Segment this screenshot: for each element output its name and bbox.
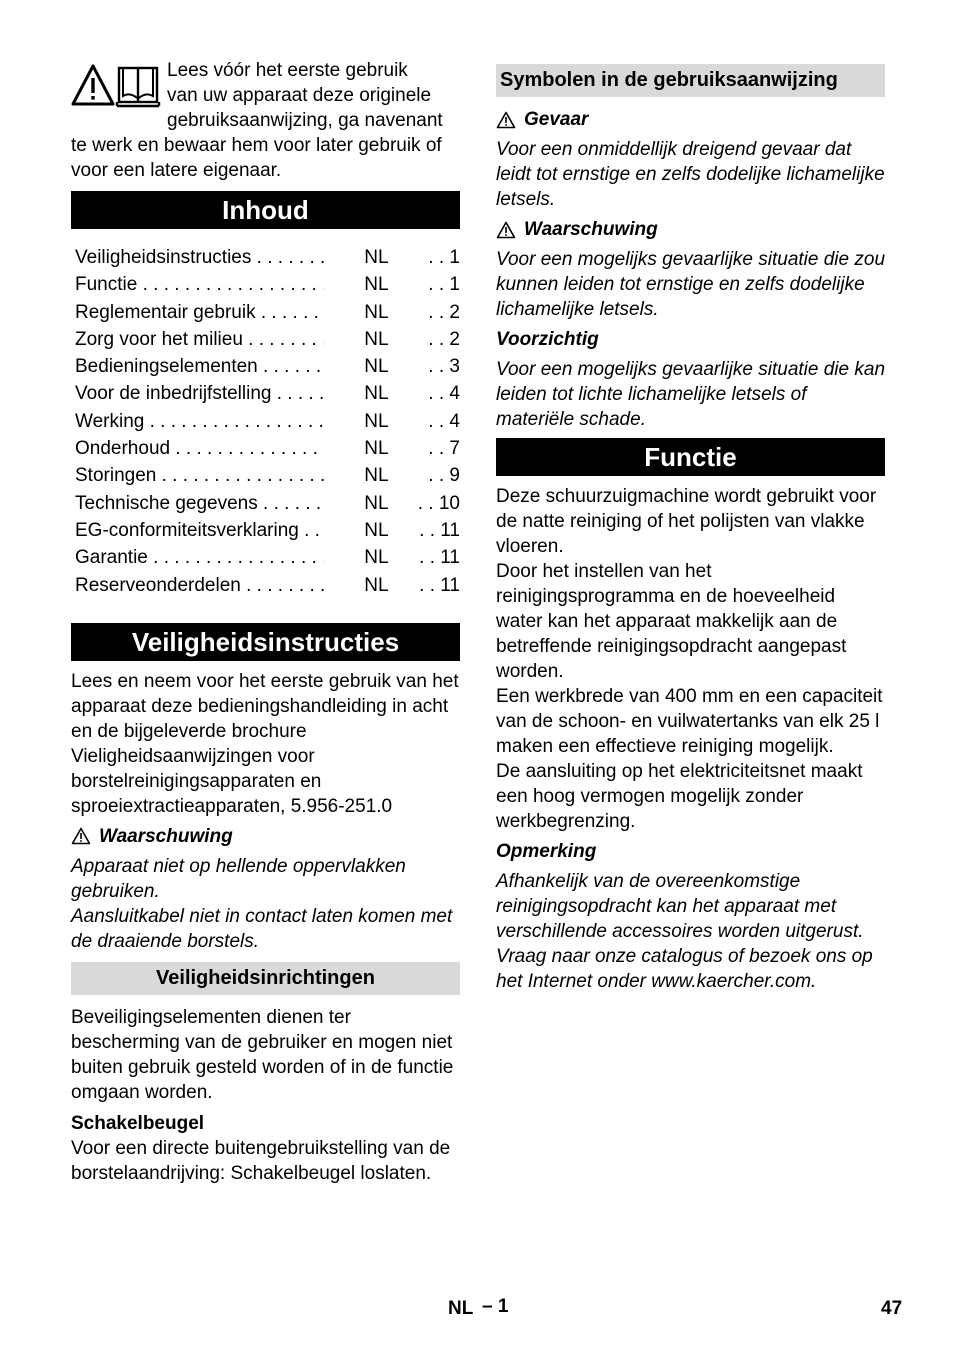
veiligheid-heading: Veiligheidsinstructies bbox=[71, 623, 460, 661]
toc-entry-language: NL bbox=[364, 247, 389, 268]
toc-entry bbox=[75, 326, 460, 353]
toc-entry-title: Reserveonderdelen . . . bbox=[75, 572, 324, 599]
intro-icons bbox=[71, 64, 165, 110]
schakelbeugel-heading: Schakelbeugel bbox=[71, 1112, 205, 1134]
toc-entry-page: . . 3 bbox=[408, 353, 460, 380]
table-of-contents bbox=[71, 244, 460, 599]
toc-entry-page: . . 4 bbox=[408, 408, 460, 435]
waarschuwing-label: Waarschuwing bbox=[524, 219, 658, 240]
warning-triangle-icon bbox=[73, 66, 113, 104]
toc-entry-language: NL bbox=[364, 356, 389, 378]
toc-entry bbox=[75, 408, 460, 435]
toc-entry-language: NL bbox=[364, 547, 389, 569]
toc-entry-title: Functie . . . bbox=[75, 271, 324, 298]
toc-entry-title: Bedieningselementen . . . bbox=[75, 353, 324, 380]
waarschuwing-heading bbox=[496, 217, 885, 242]
warning-triangle-icon bbox=[496, 111, 516, 129]
veiligheid-text: Lees en neem voor het eerste gebruik van het apparaat deze bedieningshandleiding in acht en de bijgeleverde brochure Vieligheidsaanwijzingen voor borstelreinigingsapparaten en sproeiextractieapparaten, 5.956-251.0 bbox=[71, 670, 459, 817]
schakelbeugel-text: Voor een directe buitengebruikstelling van de borstelaandrijving: Schakelbeugel loslaten. bbox=[71, 1137, 451, 1184]
footer-language: NL bbox=[448, 1298, 474, 1319]
toc-entry-page: . . 9 bbox=[408, 462, 460, 489]
toc-entry-page: . . 1 bbox=[408, 244, 460, 271]
toc-entry bbox=[75, 271, 460, 298]
toc-entry bbox=[75, 353, 460, 380]
veiligheidsinrichtingen-text: Beveiligingselementen dienen ter bescherming van de gebruiker en mogen niet buiten gebruik gesteld worden of in de functie omgaan worden. bbox=[71, 1006, 454, 1103]
opmerking-text: Afhankelijk van de overeenkomstige reinigingsopdracht kan het apparaat met verschillende accessoires worden uitgerust. Vraag naar onze catalogus of bezoek ons op het Internet onder www.kaercher.com. bbox=[496, 871, 873, 992]
toc-entry-page: . . 11 bbox=[408, 544, 460, 571]
toc-entry-language: NL bbox=[364, 574, 389, 596]
intro-rest: gebruiksaanwijzing, ga navenant te werk en bewaar hem voor later gebruik of voor een latere eigenaar. bbox=[71, 110, 443, 181]
veiligheid-warning-heading bbox=[71, 824, 460, 849]
toc-entry-title: Technische gegevens . . . bbox=[75, 490, 324, 517]
toc-entry-page: . . 2 bbox=[408, 299, 460, 326]
functie-p4: De aansluiting op het elektriciteitsnet maakt een hoog vermogen mogelijk zonder werkbegrenzing. bbox=[496, 761, 863, 832]
left-column bbox=[71, 58, 460, 1186]
toc-entry-title: Garantie . . . bbox=[75, 544, 324, 571]
toc-entry-title: Storingen . . . bbox=[75, 462, 324, 489]
voorzichtig-text: Voor een mogelijks gevaarlijke situatie die kan leiden tot lichte lichamelijke letsels of materiële schade. bbox=[496, 359, 886, 430]
toc-entry-page: . . 10 bbox=[408, 490, 460, 517]
warning-triangle-icon bbox=[496, 221, 516, 239]
gevaar-text: Voor een onmiddellijk dreigend gevaar dat leidt tot ernstige en zelfs dodelijke lichamelijke letsels. bbox=[496, 139, 885, 210]
intro-block bbox=[71, 58, 460, 183]
toc-entry-language: NL bbox=[364, 274, 389, 296]
toc-entry bbox=[75, 490, 460, 517]
toc-entry-language: NL bbox=[364, 438, 389, 460]
gevaar-label: Gevaar bbox=[524, 109, 589, 130]
toc-entry-page: . . 4 bbox=[408, 380, 460, 407]
voorzichtig-heading: Voorzichtig bbox=[496, 329, 599, 350]
waarschuwing-text: Voor een mogelijks gevaarlijke situatie die zou kunnen leiden tot ernstige en zelfs dodelijke lichamelijke letsels. bbox=[496, 249, 886, 320]
toc-entry bbox=[75, 572, 460, 599]
toc-entry-title: Reglementair gebruik . . . bbox=[75, 299, 324, 326]
warning-text-1: Apparaat niet op hellende oppervlakken gebruiken. bbox=[71, 855, 406, 902]
toc-entry bbox=[75, 380, 460, 407]
toc-entry bbox=[75, 244, 460, 271]
toc-entry-title: Onderhoud . . . bbox=[75, 435, 324, 462]
footer-page-number: 47 bbox=[881, 1298, 903, 1319]
inhoud-heading: Inhoud bbox=[71, 191, 460, 229]
toc-entry-language: NL bbox=[364, 519, 389, 541]
toc-entry-title: Werking . . . bbox=[75, 408, 324, 435]
manual-book-icon bbox=[117, 68, 159, 106]
toc-entry-language: NL bbox=[364, 301, 389, 323]
veiligheidsinrichtingen-heading: Veiligheidsinrichtingen bbox=[71, 962, 460, 995]
right-column bbox=[496, 64, 885, 994]
symbolen-heading: Symbolen in de gebruiksaanwijzing bbox=[496, 64, 885, 97]
toc-entry-title: Zorg voor het milieu . . . bbox=[75, 326, 324, 353]
functie-heading: Functie bbox=[496, 438, 885, 476]
gevaar-heading bbox=[496, 107, 885, 132]
footer-section-page: – 1 bbox=[482, 1296, 509, 1317]
toc-entry-page: . . 1 bbox=[408, 271, 460, 298]
toc-entry-page: . . 7 bbox=[408, 435, 460, 462]
toc-entry bbox=[75, 544, 460, 571]
opmerking-heading: Opmerking bbox=[496, 841, 597, 862]
functie-p1: Deze schuurzuigmachine wordt gebruikt voor de natte reiniging of het polijsten van vlakke vloeren. bbox=[496, 486, 877, 557]
toc-entry-language: NL bbox=[364, 492, 389, 514]
warning-triangle-icon bbox=[71, 827, 91, 845]
intro-line1: Lees vóór het eerste gebruik bbox=[167, 60, 408, 81]
toc-entry bbox=[75, 299, 460, 326]
toc-entry bbox=[75, 462, 460, 489]
intro-line2: van uw apparaat deze originele bbox=[167, 85, 432, 106]
toc-entry-title: Voor de inbedrijfstelling . . . bbox=[75, 380, 324, 407]
warning-label: Waarschuwing bbox=[99, 825, 233, 847]
toc-entry bbox=[75, 435, 460, 462]
toc-entry-language: NL bbox=[364, 328, 389, 350]
toc-entry-title: EG-conformiteitsverklaring . . . bbox=[75, 517, 324, 544]
toc-entry-title: Veiligheidsinstructies . . . bbox=[75, 244, 324, 271]
toc-entry-page: . . 11 bbox=[408, 517, 460, 544]
toc-entry-language: NL bbox=[364, 383, 389, 405]
functie-p3: Een werkbrede van 400 mm en een capaciteit van de schoon- en vuilwatertanks van elk 25 l maken een effectieve reiniging mogelijk. bbox=[496, 686, 883, 757]
toc-entry-language: NL bbox=[364, 410, 389, 432]
toc-entry-language: NL bbox=[364, 465, 389, 487]
warning-text-2: Aansluitkabel niet in contact laten komen met de draaiende borstels. bbox=[71, 905, 453, 952]
toc-entry-page: . . 2 bbox=[408, 326, 460, 353]
functie-p2: Door het instellen van het reinigingsprogramma en de hoeveelheid water kan het apparaat makkelijk aan de betreffende reinigingsopdracht aangepast worden. bbox=[496, 561, 847, 682]
toc-entry bbox=[75, 517, 460, 544]
toc-entry-page: . . 11 bbox=[408, 572, 460, 599]
